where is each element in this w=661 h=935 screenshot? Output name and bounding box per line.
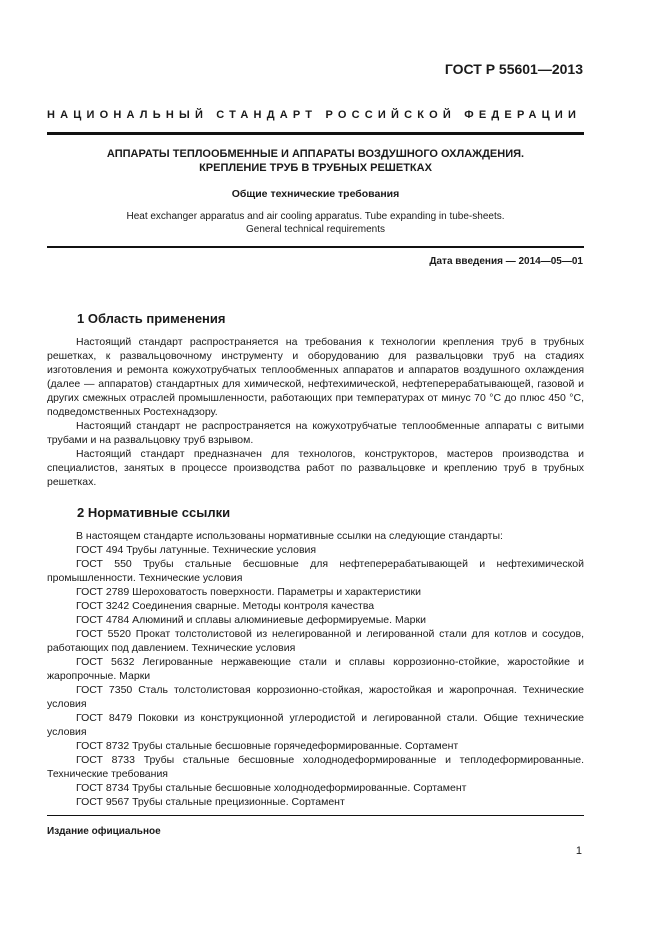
introduction-date: Дата введения — 2014—05—01 (429, 256, 583, 267)
reference-item: ГОСТ 8734 Трубы стальные бесшовные холоднодеформированные. Сортамент (76, 782, 467, 794)
reference-item: ГОСТ 8479 Поковки из конструкционной углеродистой и легированной стали. Общие технические условия (47, 712, 584, 738)
title-rule (47, 246, 584, 248)
reference-item: ГОСТ 9567 Трубы стальные прецизионные. Сортамент (76, 796, 345, 808)
official-edition-label: Издание официальное (47, 826, 161, 837)
title-line-1: АППАРАТЫ ТЕПЛООБМЕННЫЕ И АППАРАТЫ ВОЗДУШНОГО ОХЛАЖДЕНИЯ. (106, 148, 525, 160)
section-1-heading: 1 Область применения (77, 311, 226, 326)
reference-item: ГОСТ 8732 Трубы стальные бесшовные горячедеформированные. Сортамент (76, 740, 459, 752)
reference-item: ГОСТ 2789 Шероховатость поверхности. Параметры и характеристики (76, 586, 421, 598)
section-2-body (47, 529, 584, 809)
english-title-line-2: General technical requirements (246, 224, 385, 235)
section-2-lead: В настоящем стандарте использованы нормативные ссылки на следующие стандарты: (76, 530, 503, 542)
page-number: 1 (575, 845, 582, 857)
header-rule (47, 132, 584, 135)
reference-item: ГОСТ 8733 Трубы стальные бесшовные холоднодеформированные и теплодеформированные. Технические требования (47, 754, 584, 780)
section-1-paragraph: Настоящий стандарт предназначен для технологов, конструкторов, мастеров производства и специалистов, занятых в процессе производства работ по развальцовке и креплению труб в трубных решетках. (47, 448, 584, 488)
reference-item: ГОСТ 7350 Сталь толстолистовая коррозионно-стойкая, жаростойкая и жаропрочная. Технические условия (47, 684, 584, 710)
footer-rule (47, 815, 584, 816)
reference-item: ГОСТ 4784 Алюминий и сплавы алюминиевые деформируемые. Марки (76, 614, 426, 626)
title-line-2: КРЕПЛЕНИЕ ТРУБ В ТРУБНЫХ РЕШЕТКАХ (199, 162, 432, 174)
reference-item: ГОСТ 5520 Прокат толстолистовой из нелегированной и легированной стали для котлов и сосудов, работающих под давлением. Технические условия (47, 628, 584, 654)
reference-item: ГОСТ 3242 Соединения сварные. Методы контроля качества (76, 600, 375, 612)
section-1-paragraph: Настоящий стандарт распространяется на требования к технологии крепления труб в трубных решетках, к развальцовочному инструменту и оборудованию для развальцовки труб на стадиях изготовления и ремонта кожухотрубчатых теплообменных аппаратов и аппаратов воздушного охлаждения (далее — аппаратов) стандартных для химической, нефтехимической, нефтеперерабатывающей, газовой и других смежных отраслей промышленности, работающих при температурах от минус 70 °С до плюс 450 °С, подведомственных Ростехнадзору. (47, 336, 584, 418)
reference-item: ГОСТ 550 Трубы стальные бесшовные для нефтеперерабатывающей и нефтехимической промышленности. Технические условия (47, 558, 584, 584)
document-title (47, 147, 584, 175)
section-1-body (47, 335, 584, 489)
document-subtitle: Общие технические требования (231, 188, 400, 200)
standard-code: ГОСТ Р 55601—2013 (444, 61, 583, 77)
reference-item: ГОСТ 494 Трубы латунные. Технические условия (76, 544, 317, 556)
section-1-paragraph: Настоящий стандарт не распространяется на кожухотрубчатые теплообменные аппараты с витыми трубами и на развальцовку труб взрывом. (47, 420, 584, 446)
section-2-heading: 2 Нормативные ссылки (77, 505, 231, 520)
reference-list (47, 543, 584, 809)
english-title (47, 210, 584, 236)
reference-item: ГОСТ 5632 Легированные нержавеющие стали и сплавы коррозионно-стойкие, жаростойкие и жаропрочные. Марки (47, 656, 584, 682)
english-title-line-1: Heat exchanger apparatus and air cooling apparatus. Tube expanding in tube-sheets. (126, 211, 505, 222)
national-standard-banner: НАЦИОНАЛЬНЫЙ СТАНДАРТ РОССИЙСКОЙ ФЕДЕРАЦИИ (47, 109, 582, 121)
